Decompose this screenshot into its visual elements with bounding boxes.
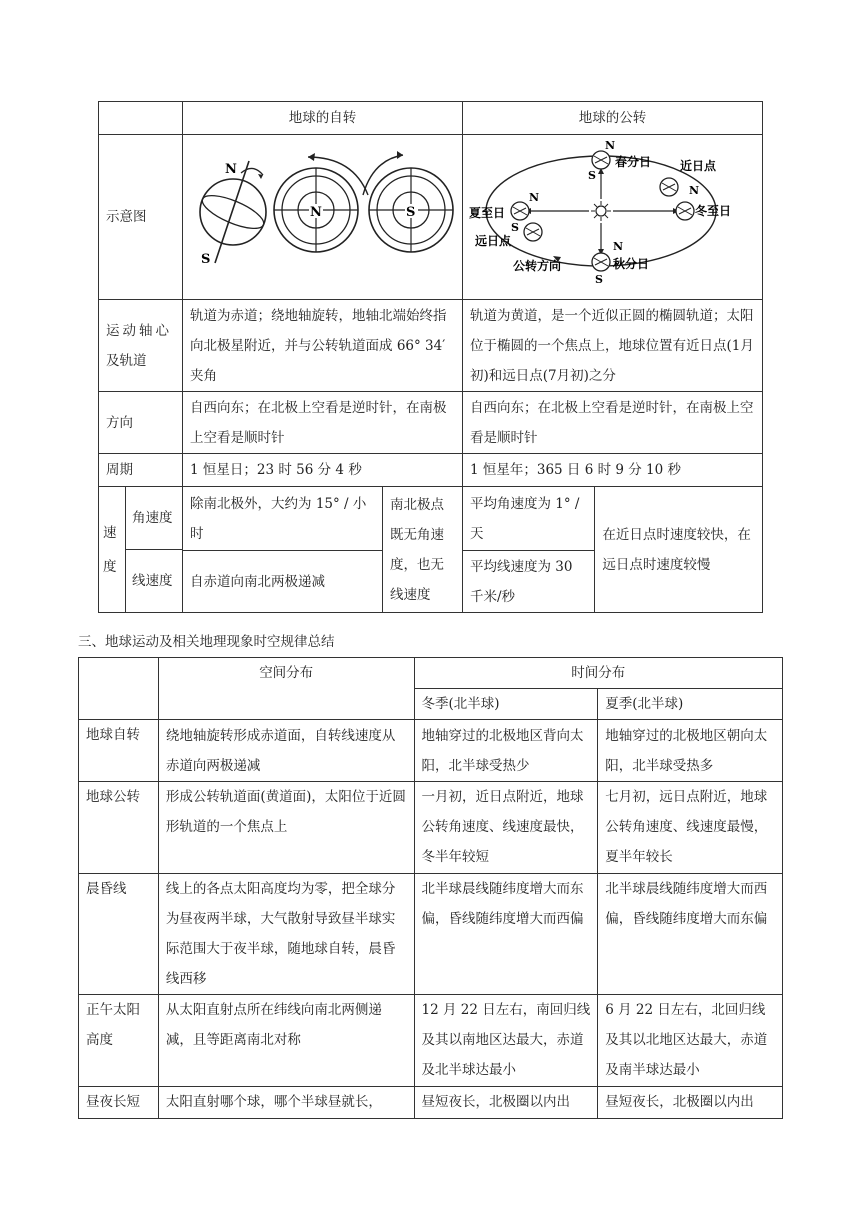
revolution-linear-speed-text: 平均线速度为 30 千米/秒	[462, 551, 594, 613]
t2-space-cell: 从太阳直射点所在纬线向南北两侧递减，且等距离南北对称	[158, 995, 414, 1087]
orbit-speed-note: 在近日点时速度较快，在远日点时速度较慢	[595, 487, 763, 613]
summer-s-label: S	[510, 221, 519, 234]
revolution-diagram-cell	[462, 135, 762, 300]
t2-winter-cell: 昼短夜长，北极圈以内出	[414, 1087, 598, 1119]
summer-earth	[511, 202, 529, 220]
tilted-globe	[198, 161, 267, 267]
sun-icon	[591, 201, 611, 221]
perihelion-earth	[660, 178, 678, 196]
angular-speed-label: 角速度	[126, 487, 182, 550]
linear-speed-label: 线速度	[132, 573, 173, 589]
speed-label-layout	[99, 487, 182, 612]
t2-space-cell: 形成公转轨道面(黄道面)，太阳位于近圆形轨道的一个焦点上	[158, 782, 414, 874]
revolution-angular-speed-text: 平均角速度为 1° /天	[462, 487, 594, 551]
t2-space-cell: 绕地轴旋转形成赤道面，自转线速度从赤道向两极递减	[158, 720, 414, 782]
axis-label-line2: 及轨道	[106, 352, 147, 369]
spring-label: 春分日	[614, 155, 651, 169]
revolution-period-text: 1 恒星年；365 日 6 时 9 分 10 秒	[462, 454, 762, 487]
t2-row-label: 地球自转	[79, 720, 159, 782]
perihelion-label: 近日点	[679, 159, 716, 173]
t2-space-cell: 线上的各点太阳高度均为零，把全球分为昼夜两半球，大气散射导致昼半球实际范围大于夜半球，随地球自转，晨昏线西移	[158, 874, 414, 995]
autumn-earth	[592, 253, 610, 271]
summer-n-label: N	[528, 191, 540, 204]
autumn-label: 秋分日	[612, 257, 649, 271]
t2-row-label: 地球公转	[79, 782, 159, 874]
rotation-diagram	[183, 135, 461, 288]
winter-earth	[676, 202, 694, 220]
speed-label-vertical	[99, 487, 126, 612]
summer-label: 夏至日	[468, 206, 505, 220]
rotation-n-label: N	[225, 162, 237, 177]
speed-char-1: 速	[103, 524, 117, 541]
south-pole-s-label: S	[406, 205, 416, 220]
rotation-period-text: 1 恒星日；23 时 56 分 4 秒	[183, 454, 463, 487]
row-label-axis	[99, 300, 183, 392]
t2-header-winter: 冬季(北半球)	[414, 689, 598, 720]
aphelion-label: 远日点	[474, 234, 511, 248]
t2-winter-cell: 12 月 22 日左右，南回归线及其以南地区达最大，赤道及北半球达最小	[414, 995, 598, 1087]
t2-header-space: 空间分布	[158, 658, 414, 720]
rotation-axis-text: 轨道为赤道；绕地轴旋转，地轴北端始终指向北极星附近，并与公转轨道面成 66° 34′ 夹角	[183, 300, 463, 392]
t2-header-summer: 夏季(北半球)	[598, 689, 783, 720]
orbit-direction-label: 公转方向	[512, 259, 561, 273]
north-pole-n-label: N	[310, 205, 322, 220]
winter-n-label: N	[688, 184, 700, 197]
north-pole-view	[274, 153, 368, 252]
axis-label-line1: 运动轴心	[106, 322, 172, 339]
t2-header-time: 时间分布	[414, 658, 783, 689]
spring-s-label: S	[587, 169, 596, 182]
revolution-axis-text: 轨道为黄道，是一个近似正圆的椭圆轨道；太阳位于椭圆的一个焦点上，地球位置有近日点(1月初)和远日点(7月初)之分	[462, 300, 762, 392]
t2-row-label: 昼夜长短	[79, 1087, 159, 1119]
row-label-period: 周期	[99, 454, 183, 487]
header-empty	[99, 102, 183, 135]
t2-summer-cell: 昼短夜长，北极圈以内出	[598, 1087, 783, 1119]
speed-sub-labels	[126, 487, 183, 612]
t2-summer-cell: 七月初，远日点附近，地球公转角速度、线速度最慢，夏半年较长	[598, 782, 783, 874]
autumn-s-label: S	[594, 273, 603, 286]
spring-earth	[592, 151, 610, 169]
t2-row-label: 正午太阳高度	[79, 995, 159, 1087]
row-label-direction: 方向	[99, 392, 183, 454]
revolution-direction-text: 自西向东；在北极上空看是逆时针，在南极上空看是顺时针	[462, 392, 762, 454]
t2-summer-cell: 北半球晨线随纬度增大而西偏，昏线随纬度增大而东偏	[598, 874, 783, 995]
rotation-angular-speed-text: 除南北极外，大约为 15° / 小时	[183, 487, 383, 551]
t2-winter-cell: 北半球晨线随纬度增大而东偏，昏线随纬度增大而西偏	[414, 874, 598, 995]
winter-label: 冬至日	[694, 204, 731, 218]
t2-summer-cell: 地轴穿过的北极地区朝向太阳，北半球受热多	[598, 720, 783, 782]
aphelion-earth	[524, 223, 542, 241]
revolution-diagram	[463, 135, 762, 288]
spring-n-label: N	[604, 139, 616, 152]
poles-speed-note: 南北极点既无角速度，也无线速度	[382, 487, 462, 613]
rotation-s-label: S	[201, 252, 211, 267]
header-revolution: 地球的公转	[462, 102, 762, 135]
row-label-diagram: 示意图	[99, 135, 183, 300]
rotation-diagram-cell	[183, 135, 463, 300]
t2-winter-cell: 地轴穿过的北极地区背向太阳，北半球受热少	[414, 720, 598, 782]
rotation-direction-text: 自西向东；在北极上空看是逆时针，在南极上空看是顺时针	[183, 392, 463, 454]
t2-space-cell: 太阳直射哪个球，哪个半球昼就长，	[158, 1087, 414, 1119]
south-pole-view	[363, 151, 453, 252]
header-rotation: 地球的自转	[183, 102, 463, 135]
speed-char-2: 度	[103, 558, 117, 575]
spatiotemporal-table	[78, 657, 783, 1119]
t2-row-label: 晨昏线	[79, 874, 159, 995]
rotation-linear-speed-text: 自赤道向南北两极递减	[183, 551, 383, 613]
t2-summer-cell: 6 月 22 日左右，北回归线及其以北地区达最大，赤道及南半球达最小	[598, 995, 783, 1087]
section-heading: 三、地球运动及相关地理现象时空规律总结	[78, 634, 335, 650]
t2-header-empty	[79, 658, 159, 720]
row-label-speed	[99, 487, 183, 613]
t2-winter-cell: 一月初，近日点附近，地球公转角速度、线速度最快，冬半年较短	[414, 782, 598, 874]
autumn-n-label: N	[612, 240, 624, 253]
earth-motion-table	[98, 101, 763, 613]
